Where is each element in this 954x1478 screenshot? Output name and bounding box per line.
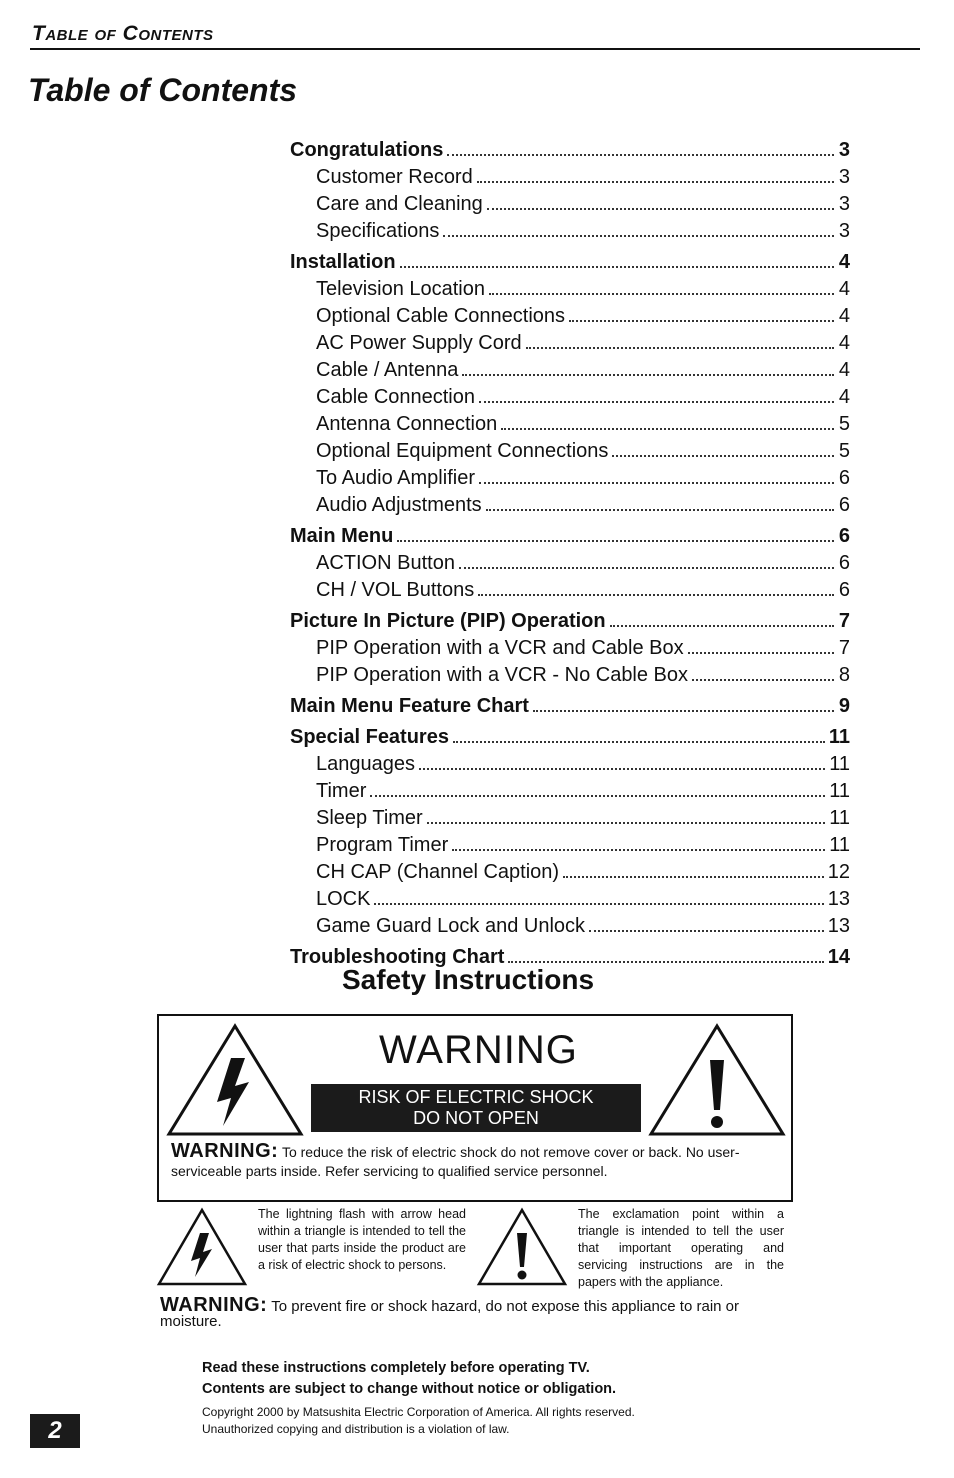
toc-subsection-entry — [290, 463, 850, 490]
toc-entry-page: 4 — [838, 386, 850, 408]
toc-leader-dots — [526, 347, 834, 349]
toc-leader-dots — [610, 625, 834, 627]
toc-entry-page: 3 — [838, 220, 850, 242]
toc-entry-page: 13 — [827, 915, 850, 937]
toc-subsection-entry — [290, 776, 850, 803]
toc-entry-label: AC Power Supply Cord — [316, 332, 522, 354]
toc-entry-label: Audio Adjustments — [316, 494, 482, 516]
toc-entry-label: Main Menu Feature Chart — [290, 695, 529, 717]
toc-section-entry — [290, 243, 850, 274]
toc-entry-page: 11 — [829, 807, 850, 829]
toc-subsection-entry — [290, 436, 850, 463]
toc-subsection-entry — [290, 216, 850, 243]
toc-subsection-entry — [290, 911, 850, 938]
toc-entry-label: CH CAP (Channel Caption) — [316, 861, 560, 883]
toc-entry-label: Optional Cable Connections — [316, 305, 566, 327]
lightning-legend: The lightning flash with arrow head within a triangle is intended to tell the user that parts inside the product are a risk of electric shock to persons. — [258, 1207, 466, 1272]
toc-leader-dots — [692, 679, 834, 681]
toc-leader-dots — [370, 795, 825, 797]
toc-entry-label: Congratulations — [290, 139, 444, 161]
copyright-line-1: Copyright 2000 by Matsushita Electric Corporation of America. All rights reserved. — [202, 1405, 635, 1419]
toc-entry-page: 12 — [827, 861, 850, 883]
toc-entry-label: PIP Operation with a VCR - No Cable Box — [316, 664, 689, 686]
toc-leader-dots — [400, 266, 834, 268]
toc-entry-page: 6 — [838, 467, 850, 489]
toc-leader-dots — [459, 567, 834, 569]
toc-leader-dots — [508, 961, 823, 963]
moisture-warning — [160, 1294, 790, 1330]
toc-leader-dots — [501, 428, 834, 430]
copyright-notice — [202, 1404, 635, 1438]
toc-entry-label: Customer Record — [316, 166, 473, 188]
toc-entry-page: 11 — [829, 834, 850, 856]
toc-leader-dots — [477, 181, 834, 183]
toc-entry-page: 4 — [838, 251, 850, 273]
toc-leader-dots — [462, 374, 834, 376]
toc-subsection-entry — [290, 857, 850, 884]
running-header — [30, 20, 920, 50]
toc-leader-dots — [453, 741, 825, 743]
toc-entry-label: Optional Equipment Connections — [316, 440, 609, 462]
toc-entry-label: Television Location — [316, 278, 485, 300]
toc-entry-page: 4 — [838, 332, 850, 354]
safety-title: Safety Instructions — [342, 964, 595, 995]
toc-subsection-entry — [290, 162, 850, 189]
toc-subsection-entry — [290, 409, 850, 436]
toc-entry-page: 5 — [838, 413, 850, 435]
toc-leader-dots — [563, 876, 824, 878]
toc-leader-dots — [427, 822, 826, 824]
toc-leader-dots — [452, 849, 825, 851]
moisture-warning-text: To prevent fire or shock hazard, do not expose this appliance to rain or moisture. — [160, 1298, 740, 1330]
page-number: 2 — [30, 1414, 80, 1448]
toc-entry-page: 3 — [838, 193, 850, 215]
page-title: Table of Contents — [28, 72, 298, 108]
toc-leader-dots — [612, 455, 834, 457]
toc-subsection-entry — [290, 830, 850, 857]
toc-leader-dots — [479, 482, 834, 484]
toc-entry-label: Care and Cleaning — [316, 193, 483, 215]
toc-leader-dots — [569, 320, 834, 322]
toc-section-entry — [290, 602, 850, 633]
toc-subsection-entry — [290, 633, 850, 660]
toc-section-entry — [290, 131, 850, 162]
toc-leader-dots — [374, 903, 823, 905]
copyright-line-2: Unauthorized copying and distribution is a violation of law. — [202, 1422, 510, 1436]
toc-leader-dots — [487, 208, 834, 210]
running-header-text: Table of Contents — [32, 22, 214, 45]
toc-entry-label: Game Guard Lock and Unlock — [316, 915, 586, 937]
toc-entry-label: Special Features — [290, 726, 449, 748]
toc-entry-page: 14 — [827, 946, 850, 968]
toc-section-entry — [290, 687, 850, 718]
toc-section-entry — [290, 517, 850, 548]
toc-entry-label: Timer — [316, 780, 367, 802]
toc-subsection-entry — [290, 274, 850, 301]
toc-entry-label: Cable Connection — [316, 386, 475, 408]
toc-leader-dots — [447, 154, 834, 156]
toc-entry-label: Specifications — [316, 220, 440, 242]
shock-line-2: DO NOT OPEN — [413, 1108, 539, 1128]
toc-entry-label: CH / VOL Buttons — [316, 579, 475, 601]
toc-entry-page: 6 — [838, 579, 850, 601]
read-note-line-2: Contents are subject to change without notice or obligation. — [202, 1381, 617, 1397]
toc-leader-dots — [478, 594, 834, 596]
toc-section-entry — [290, 718, 850, 749]
toc-leader-dots — [479, 401, 834, 403]
toc-entry-label: Troubleshooting Chart — [290, 946, 505, 968]
toc-subsection-entry — [290, 803, 850, 830]
toc-subsection-entry — [290, 548, 850, 575]
toc-entry-page: 11 — [828, 726, 850, 748]
warning-note — [171, 1142, 783, 1181]
toc-entry-page: 4 — [838, 278, 850, 300]
toc-leader-dots — [489, 293, 834, 295]
toc-entry-label: Cable / Antenna — [316, 359, 459, 381]
exclamation-legend: The exclamation point within a triangle is intended to tell the user that important operating and servicing instructions are in the papers with the appliance. — [578, 1207, 784, 1289]
warning-text: To reduce the risk of electric shock do not remove cover or back. No user-serviceable parts inside. Refer servicing to qualified service personnel. — [171, 1144, 740, 1179]
shock-banner — [311, 1084, 641, 1132]
toc-entry-label: Picture In Picture (PIP) Operation — [290, 610, 606, 632]
toc-leader-dots — [486, 509, 834, 511]
toc-entry-page: 13 — [827, 888, 850, 910]
toc-entry-label: PIP Operation with a VCR and Cable Box — [316, 637, 684, 659]
toc-entry-page: 3 — [838, 166, 850, 188]
toc-entry-page: 4 — [838, 305, 850, 327]
toc-entry-page: 7 — [838, 610, 850, 632]
toc-entry-page: 7 — [838, 637, 850, 659]
toc-subsection-entry — [290, 884, 850, 911]
toc-entry-label: Main Menu — [290, 525, 394, 547]
toc-subsection-entry — [290, 328, 850, 355]
read-note-line-1: Read these instructions completely before operating TV. — [202, 1360, 590, 1376]
toc-leader-dots — [397, 540, 834, 542]
toc-subsection-entry — [290, 749, 850, 776]
toc-leader-dots — [443, 235, 834, 237]
exclamation-triangle-icon — [647, 1022, 787, 1138]
lightning-triangle-icon — [165, 1022, 305, 1138]
toc-entry-label: Program Timer — [316, 834, 449, 856]
toc-entry-page: 9 — [838, 695, 850, 717]
toc-entry-label: To Audio Amplifier — [316, 467, 475, 489]
read-instructions-note — [202, 1358, 616, 1400]
toc-subsection-entry — [290, 189, 850, 216]
toc-leader-dots — [533, 710, 834, 712]
lightning-triangle-icon — [156, 1207, 248, 1287]
toc-subsection-entry — [290, 355, 850, 382]
toc-subsection-entry — [290, 660, 850, 687]
toc-entry-page: 11 — [829, 780, 850, 802]
warning-heading: WARNING — [379, 1028, 578, 1072]
toc-entry-label: Languages — [316, 753, 415, 775]
toc-entry-page: 8 — [838, 664, 850, 686]
toc-entry-page: 4 — [838, 359, 850, 381]
moisture-warning-label: WARNING: — [160, 1294, 268, 1316]
toc-leader-dots — [419, 768, 825, 770]
warning-panel — [157, 1014, 793, 1202]
toc-leader-dots — [589, 930, 824, 932]
toc-entry-page: 6 — [838, 494, 850, 516]
toc-entry-page: 3 — [838, 139, 850, 161]
toc-leader-dots — [688, 652, 834, 654]
table-of-contents — [290, 131, 850, 969]
toc-entry-label: ACTION Button — [316, 552, 455, 574]
toc-entry-label: Sleep Timer — [316, 807, 423, 829]
toc-entry-page: 5 — [838, 440, 850, 462]
warning-label: WARNING: — [171, 1140, 279, 1162]
toc-subsection-entry — [290, 575, 850, 602]
toc-entry-page: 11 — [829, 753, 850, 775]
toc-entry-label: Installation — [290, 251, 396, 273]
shock-line-1: RISK OF ELECTRIC SHOCK — [358, 1087, 594, 1107]
toc-subsection-entry — [290, 490, 850, 517]
toc-entry-page: 6 — [838, 525, 850, 547]
toc-subsection-entry — [290, 382, 850, 409]
toc-entry-page: 6 — [838, 552, 850, 574]
toc-entry-label: Antenna Connection — [316, 413, 498, 435]
toc-subsection-entry — [290, 301, 850, 328]
exclamation-triangle-icon — [476, 1207, 568, 1287]
toc-entry-label: LOCK — [316, 888, 371, 910]
